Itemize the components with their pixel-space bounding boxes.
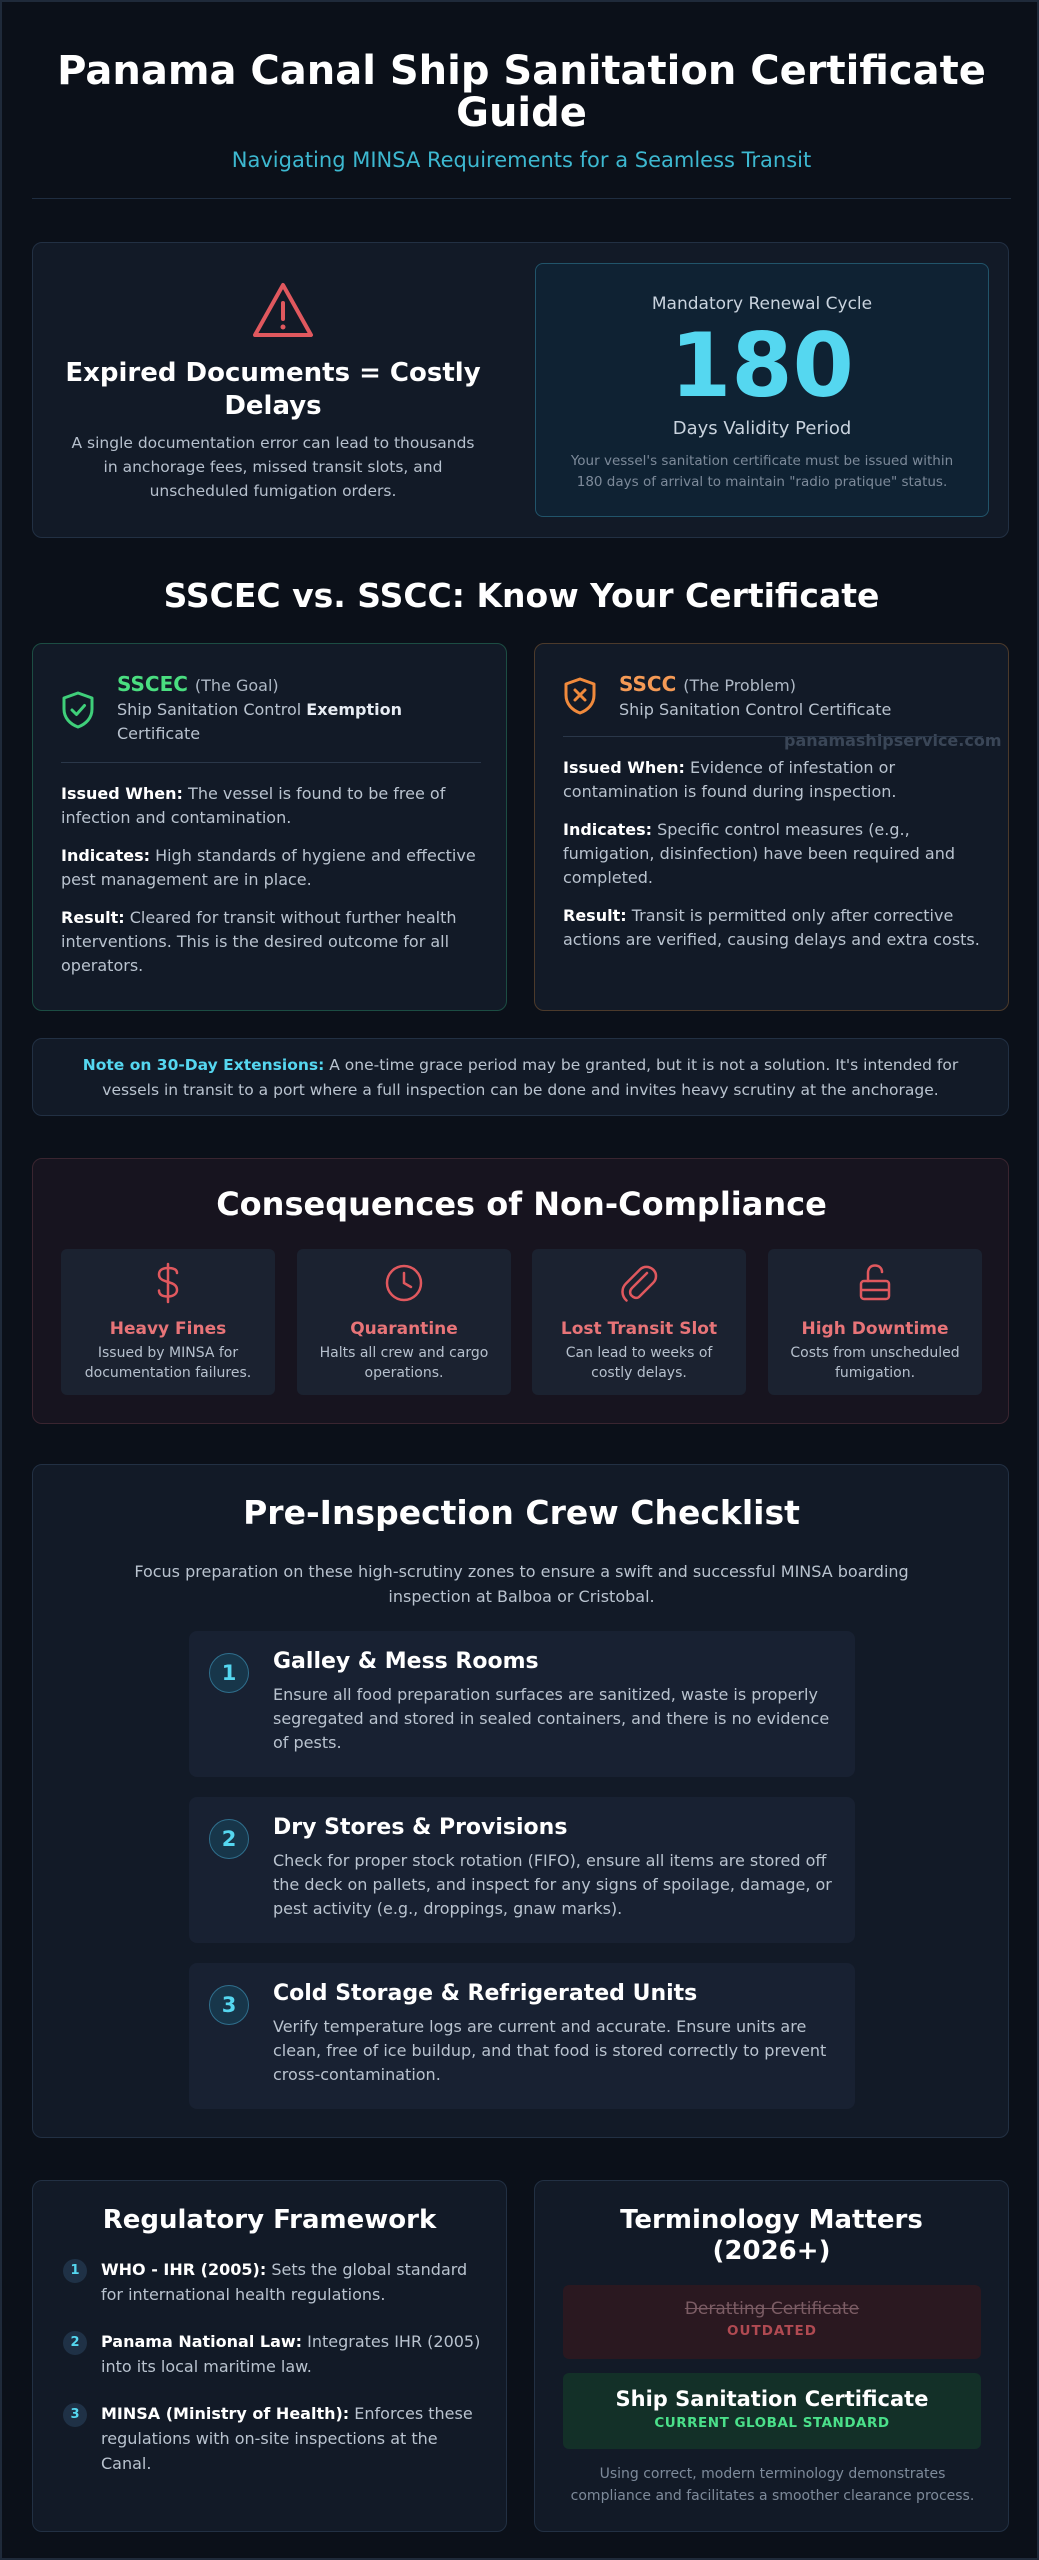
step-desc: Ensure all food preparation surfaces are sanitized, waste is properly segregated and stored in sealed containers, and there is no evidence of pests.	[273, 1685, 830, 1752]
step-title: Dry Stores & Provisions	[273, 1815, 568, 1840]
clock-icon	[382, 1290, 426, 1309]
note-label: Note on 30-Day Extensions:	[82, 1056, 325, 1074]
renewal-stat-panel	[535, 263, 989, 517]
sscc-name: Ship Sanitation Control Certificate	[619, 700, 892, 719]
sscec-name-c: Certificate	[117, 724, 201, 743]
outdated-term-box	[563, 2285, 981, 2359]
shield-check-icon	[61, 690, 95, 734]
consequence-desc: Costs from unscheduled fumigation.	[790, 1345, 960, 1381]
hero-heading: Expired Documents = Costly Delays	[65, 358, 481, 421]
extension-note	[32, 1038, 1009, 1116]
consequence-desc: Issued by MINSA for documentation failures.	[84, 1345, 252, 1381]
step-title: Cold Storage & Refrigerated Units	[273, 1981, 698, 2006]
warning-triangle-icon	[251, 281, 315, 343]
stat-value: 180	[670, 314, 854, 417]
checklist-step	[189, 1963, 855, 2109]
consequences-title: Consequences of Non-Compliance	[216, 1185, 827, 1223]
sscc-card	[534, 643, 1009, 1011]
consequence-tile-downtime	[768, 1249, 982, 1395]
step-number: 2	[209, 1819, 249, 1859]
hero-warning-panel	[53, 243, 493, 539]
sscec-name-a: Ship Sanitation Control	[117, 700, 307, 719]
step-desc: Check for proper stock rotation (FIFO), ensure all items are stored off the deck on pallets, and inspect for any signs of spoilage, damage, or pest activity (e.g., droppings, gnaw marks).	[273, 1851, 832, 1918]
step-desc: Verify temperature logs are current and accurate. Ensure units are clean, free of ice buildup, and that food is stored correctly to prevent cross-contamination.	[273, 2017, 827, 2084]
consequence-desc: Halts all crew and cargo operations.	[319, 1345, 489, 1381]
outdated-term: Deratting Certificate	[684, 2299, 860, 2319]
hero-text: A single documentation error can lead to thousands in anchorage fees, missed transit slots, and unscheduled fumigation orders.	[71, 434, 475, 500]
compare-title: SSCEC vs. SSCC: Know Your Certificate	[163, 576, 880, 615]
dollar-icon	[151, 1290, 185, 1309]
checklist-step	[189, 1631, 855, 1777]
sscec-indicates: Indicates: High standards of hygiene and effective pest management are in place.	[61, 846, 476, 889]
hero-card	[32, 242, 1009, 538]
consequence-title: High Downtime	[801, 1319, 949, 1339]
header-divider	[32, 198, 1011, 199]
current-tag: CURRENT GLOBAL STANDARD	[654, 2415, 890, 2431]
watermark: panamashipservice.com	[784, 731, 1002, 750]
sscec-card	[32, 643, 507, 1011]
sscec-code: SSCEC	[117, 672, 188, 696]
checklist-title: Pre-Inspection Crew Checklist	[243, 1493, 800, 1532]
step-number: 1	[209, 1653, 249, 1693]
sscc-details	[563, 756, 988, 966]
stat-note: Your vessel's sanitation certificate must be issued within 180 days of arrival to maintain "radio pratique" status.	[570, 453, 954, 490]
consequence-title: Quarantine	[350, 1319, 458, 1339]
checklist-card	[32, 1464, 1009, 2138]
step-title: Galley & Mess Rooms	[273, 1649, 539, 1674]
sscc-code: SSCC	[619, 672, 677, 696]
terminology-footer: Using correct, modern terminology demonstrates compliance and facilitates a smoother clearance process.	[570, 2466, 975, 2504]
current-term-box	[563, 2373, 981, 2449]
outdated-tag: OUTDATED	[727, 2323, 817, 2339]
sscec-issued: Issued When: The vessel is found to be free of infection and contamination.	[61, 784, 446, 827]
page-subtitle: Navigating MINSA Requirements for a Seamless Transit	[231, 148, 812, 172]
paperclip-icon	[617, 1290, 661, 1309]
sscc-indicates: Indicates: Specific control measures (e.g., fumigation, disinfection) have been required and completed.	[563, 820, 955, 887]
consequence-tile-quarantine	[297, 1249, 511, 1395]
lock-icon	[855, 1290, 895, 1309]
sscec-name-b: Exemption	[306, 700, 403, 719]
checklist-step	[189, 1797, 855, 1943]
regulatory-item: 1 WHO - IHR (2005): Sets the global standard for international health regulations.	[59, 2257, 489, 2307]
terminology-title: Terminology Matters (2026+)	[620, 2205, 923, 2266]
page-title: Panama Canal Ship Sanitation Certificate Guide	[57, 48, 986, 136]
sscc-issued: Issued When: Evidence of infestation or contamination is found during inspection.	[563, 758, 897, 801]
step-number: 3	[209, 1985, 249, 2025]
consequence-tile-fines	[61, 1249, 275, 1395]
sscec-details	[61, 782, 486, 992]
header	[32, 50, 1011, 172]
regulatory-item: 2 Panama National Law: Integrates IHR (2005) into its local maritime law.	[59, 2329, 489, 2379]
stat-unit: Days Validity Period	[672, 418, 852, 439]
stat-label: Mandatory Renewal Cycle	[651, 294, 873, 314]
shield-x-icon	[563, 676, 597, 720]
sscec-divider	[61, 762, 481, 763]
regulatory-card	[32, 2180, 507, 2532]
checklist-intro: Focus preparation on these high-scrutiny zones to ensure a swift and successful MINSA boarding inspection at Balboa or Cristobal.	[134, 1562, 909, 1606]
sscec-result: Result: Cleared for transit without further health interventions. This is the desired outcome for all operators.	[61, 908, 457, 975]
note-text: A one-time grace period may be granted, but it is not a solution. It's intended for vessels in transit to a port where a full inspection can be done and invites heavy scrutiny at the anchorage.	[102, 1056, 959, 1099]
consequence-title: Lost Transit Slot	[560, 1319, 718, 1339]
consequence-title: Heavy Fines	[109, 1319, 227, 1339]
consequences-card	[32, 1158, 1009, 1424]
consequence-tile-transit-slot	[532, 1249, 746, 1395]
sscc-tag: (The Problem)	[683, 676, 796, 695]
consequence-desc: Can lead to weeks of costly delays.	[565, 1345, 713, 1381]
regulatory-title: Regulatory Framework	[102, 2205, 437, 2235]
sscc-result: Result: Transit is permitted only after corrective actions are verified, causing delays and extra costs.	[563, 906, 980, 949]
sscec-tag: (The Goal)	[194, 676, 279, 695]
regulatory-list	[59, 2257, 489, 2498]
regulatory-item: 3 MINSA (Ministry of Health): Enforces these regulations with on-site inspections at the Canal.	[59, 2401, 489, 2476]
current-term: Ship Sanitation Certificate	[615, 2387, 929, 2411]
terminology-card	[534, 2180, 1009, 2532]
